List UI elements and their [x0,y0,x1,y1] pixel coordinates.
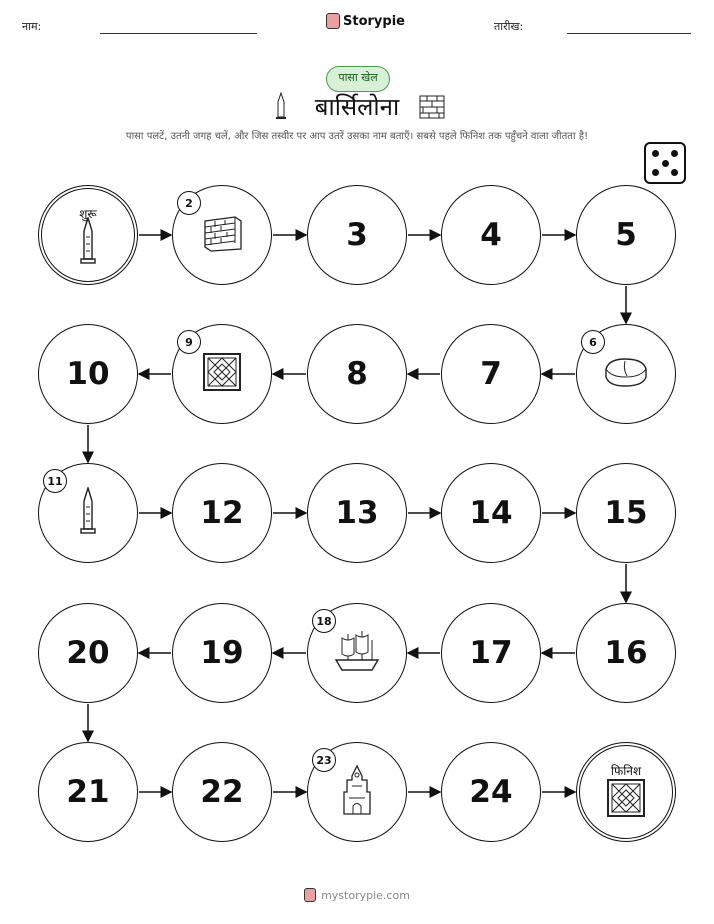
space-number: 5 [615,217,637,253]
space-number: 14 [469,495,513,531]
tower-icon [77,487,99,539]
board-space [441,324,541,424]
space-number: 3 [346,217,368,253]
space-number: 10 [66,356,110,392]
board-space [576,324,676,424]
board-space [38,463,138,563]
footer [0,888,714,902]
board-space [307,742,407,842]
board-space [307,463,407,563]
board-space [441,185,541,285]
board-space [576,463,676,563]
sponge-cake-icon [603,355,649,393]
space-number: 15 [604,495,648,531]
date-label: तारीख: [494,20,524,33]
instructions: पासा पलटें, उतनी जगह चलें, और जिस तस्वीर पर आप उतरें उसका नाम बताएँ। सबसे पहले फिनिश तक पहुँचने वाला जीतता है! [125,131,589,142]
space-number: 16 [604,635,648,671]
board-space [576,603,676,703]
tower-icon [77,217,99,269]
space-number: 13 [335,495,379,531]
board-space [172,185,272,285]
space-number-badge: 23 [312,748,336,772]
finish-label: फिनिश [610,764,642,778]
finish-space [576,742,676,842]
space-number-badge: 2 [177,191,201,215]
board-space [576,185,676,285]
board-space [441,463,541,563]
board-space [38,324,138,424]
tile-pattern-icon [606,778,646,822]
name-label: नाम: [22,20,42,33]
space-number: 21 [66,774,110,810]
board-space [172,603,272,703]
space-number-badge: 6 [581,330,605,354]
space-number: 24 [469,774,513,810]
space-number-badge: 11 [43,469,67,493]
board-space [307,185,407,285]
space-number: 4 [480,217,502,253]
board-space [307,603,407,703]
board-space [172,742,272,842]
game-type-badge: पासा खेल [326,66,390,92]
cathedral-icon [340,764,374,820]
space-number: 12 [200,495,244,531]
brand-name: Storypie [343,13,405,29]
start-label: शुरू [79,207,97,221]
space-number-badge: 9 [177,330,201,354]
tile-pattern-icon [202,352,242,396]
board-space [441,742,541,842]
board-space [38,603,138,703]
board-space [172,463,272,563]
space-number: 19 [200,635,244,671]
page-title: बार्सिलोना [314,93,400,121]
space-number: 7 [480,356,502,392]
space-number: 8 [346,356,368,392]
storypie-mascot-icon [304,888,316,902]
space-number: 20 [66,635,110,671]
brick-wall-icon [201,213,243,257]
space-number: 17 [469,635,513,671]
space-number-badge: 18 [312,609,336,633]
board-space [172,324,272,424]
board-space [307,324,407,424]
start-space [38,185,138,285]
footer-url: mystorypie.com [321,888,410,902]
board-space [38,742,138,842]
ship-icon [332,628,382,678]
space-number: 22 [200,774,244,810]
board-space [441,603,541,703]
